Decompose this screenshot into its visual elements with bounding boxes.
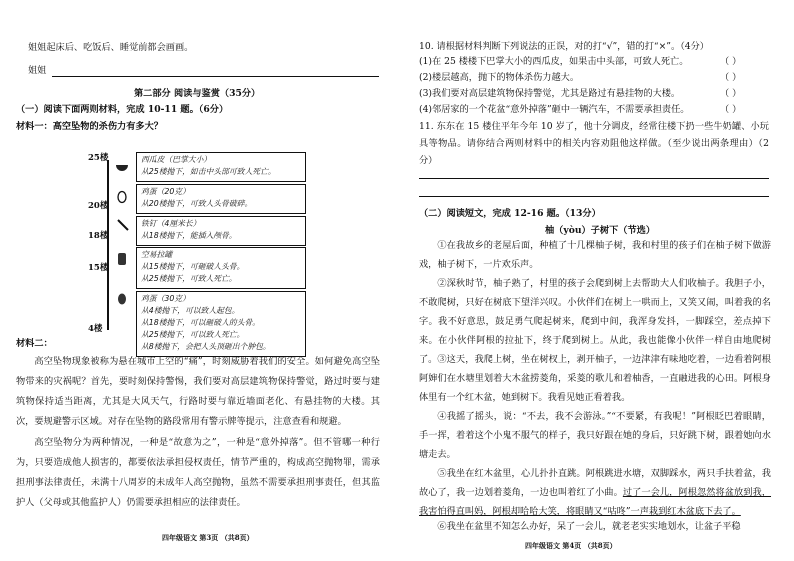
q10-title: 10. 请根据材料判断下列说法的正误，对的打“√”，错的打“×”。（4分） <box>419 41 709 52</box>
q10-item-4: (4)邻居家的一个花盆“意外掉落”砸中一辆汽车，不需要承担责任。 <box>419 104 690 115</box>
story-para-6: ⑥我坐在盆里不知怎么办好，呆了一会儿，就老老实实地划水，让盆子平稳 <box>437 521 741 532</box>
q10-item-1: (1)在 25 楼楼下巴掌大小的西瓜皮，如果击中头部，可致人死亡。 <box>419 56 689 67</box>
egg-icon <box>115 292 129 306</box>
box-title: 铁钉（4厘米长） <box>141 219 201 228</box>
box-title: 空易拉罐 <box>141 250 173 259</box>
q10-item-2: (2)楼层越高，抛下的物体杀伤力越大。 <box>419 72 580 83</box>
q10-answer-1[interactable]: （ ） <box>720 56 742 67</box>
info-box-egg-30g <box>136 291 306 357</box>
floor-4: 4楼 <box>88 324 103 334</box>
story-para-4: ④我摇了摇头，说：“不去，我不会游泳。”“不要紧，有我呢！”阿根眨巴着眼睛，手一挥，着着这个小鬼不服气的样子，我只好跟在她的身后，只好跳下树，跟着她向水塘走去。 <box>419 411 771 460</box>
box-line: 从8楼抛下，会把人头顶砸出个肿包。 <box>141 342 271 351</box>
q10-answer-4[interactable]: （ ） <box>720 104 742 115</box>
info-box-can <box>136 247 306 289</box>
info-box-watermelon <box>136 152 306 182</box>
story-para-5 <box>419 464 771 521</box>
fill-label: 姐姐 <box>28 65 47 76</box>
answer-line[interactable] <box>419 178 769 179</box>
story-title: 柚（yòu）子树下（节选） <box>545 225 656 236</box>
box-title: 鸡蛋（20克） <box>141 187 190 196</box>
story-para-5-text: ⑤我坐在红木盆里，心儿扑扑直跳。阿根跳进水塘，双脚踩水，两只手扶着盆，我故心了，我一边划着菱角，一边也叫着红了小曲。 <box>419 468 771 498</box>
q10-answer-3[interactable]: （ ） <box>720 88 742 99</box>
nail-icon <box>116 218 130 232</box>
box-line: 从18楼抛下，可以砸破人的头骨。 <box>141 318 261 327</box>
q11-text: 11. 东东在 15 楼住平年今年 10 岁了，他十分调皮，经常往楼下扔一些牛奶罐、小玩具等物品。请你结合两则材料中的相关内容劝阻他这样做。（至少说出两条理由）（2分） <box>419 121 769 166</box>
intro-line: 姐姐起床后、吃饭后、睡觉前都会画画。 <box>28 42 194 53</box>
can-icon <box>115 252 129 266</box>
floor-18: 18楼 <box>88 231 109 241</box>
material1-title: 材料一：高空坠物的杀伤力有多大？ <box>16 121 163 132</box>
egg-icon <box>115 190 129 204</box>
material2-para2: 高空坠物分为两种情况，一种是“故意为之”，一种是“意外掉落”。但不管哪一种行为，只要造成他人损害的，都要依法承担侵权责任，情节严重的，构成高空抛物罪，需承担刑事法律责任，未满十八周岁的未成年人高空抛物，虽然不需要承担刑事责任，但其监护人（父母或其他监护人）仍需要承担相应的法律责任。 <box>16 437 380 508</box>
floor-20: 20楼 <box>88 201 109 211</box>
box-line: 从25楼抛下，可以致人死亡。 <box>141 330 245 339</box>
box-line: 从15楼抛下，可砸破人头骨。 <box>141 262 245 271</box>
part1-title: （一）阅读下面两则材料，完成 10-11 题。（6分） <box>16 104 229 115</box>
q10-answer-2[interactable]: （ ） <box>720 72 742 83</box>
story-para-3: ③这天，我爬上树，坐在树杈上，剥开柚子，一边津津有味地吃着，一边看着阿根阿婶们在水塘里划着大木盆捞菱角，采菱的歌儿和着柚香，一直融进我的心田。阿根身体里有一个红木盆，她到树下。我看见她正看着我。 <box>419 354 771 403</box>
part2-title: （二）阅读短文，完成 12-16 题。（13分） <box>419 208 601 219</box>
info-box-egg-20g <box>136 184 306 214</box>
right-page <box>397 0 794 561</box>
material2-para1: 高空坠物现象被称为悬在城市上空的“痛”，时刻威胁着我们的安全。如何避免高空坠物带来的灾祸呢？首先，要时刻保持警惕，我们要对高层建筑物保持警觉，路过时要与建筑物保持适当距离，尤其是大风天气，行路时要与靠近墙面老化、有悬挂物的大楼。其次，要规避警示区域。对存在坠物的路段常用有警示牌等提示，注意查看和规避。 <box>16 356 380 427</box>
story-para-1: ①在我故乡的老屋后面，种植了十几棵柚子树，我和村里的孩子们在柚子树下做游戏，柚子树下，一片欢乐声。 <box>419 240 771 270</box>
answer-line[interactable] <box>52 76 379 77</box>
floor-15: 15楼 <box>88 263 109 273</box>
height-axis <box>107 160 109 330</box>
box-line: 从20楼抛下，可致人头骨破碎。 <box>141 199 253 208</box>
material2-title: 材料二： <box>16 338 53 349</box>
story-para-2: ②深秋时节，柚子熟了，村里的孩子会爬到树上去帮助大人们收柚子。我胆子小，不敢爬树，只好在树底下望洋兴叹。小伙伴们在树上一哄而上，又笑又闹，叫着我的名字。我不好意思，鼓足勇气爬起树来，爬到中间，我浑身发抖，一脚踩空，差点掉下来。在小伙伴阿根的拉扯下，终于爬到树上。从此，我也能像小伙伴一样自由地爬树了。 <box>419 278 771 365</box>
q10-item-3: (3)我们要对高层建筑物保持警觉，尤其是路过有悬挂物的大楼。 <box>419 88 681 99</box>
box-line: 从25楼抛下，可致人死亡。 <box>141 274 237 283</box>
section-title: 第二部分 阅读与鉴赏（35分） <box>134 88 261 99</box>
watermelon-icon <box>115 158 129 172</box>
page-footer: 四年级语文 第4页 （共8页） <box>525 541 617 550</box>
floor-25: 25楼 <box>88 153 109 163</box>
box-title: 鸡蛋（30克） <box>141 294 190 303</box>
box-title: 西瓜皮（巴掌大小） <box>141 155 212 164</box>
answer-line[interactable] <box>419 196 769 197</box>
box-line: 从18楼抛下，能插入颅骨。 <box>141 231 237 240</box>
info-box-nail <box>136 216 306 246</box>
box-line: 从25楼抛下，如击中头部可致人死亡。 <box>141 167 276 176</box>
box-line: 从4楼抛下，可以致人起包。 <box>141 306 240 315</box>
story-para-5-underlined: 过了一会儿，阿根忽然将盆放到我，我害怕得直叫妈，阿根却哈哈大笑，将眼睛又“咕咚”一声栽到红木盆底下去了。 <box>419 487 772 517</box>
page-footer: 四年级语文 第3页 （共8页） <box>162 533 254 542</box>
